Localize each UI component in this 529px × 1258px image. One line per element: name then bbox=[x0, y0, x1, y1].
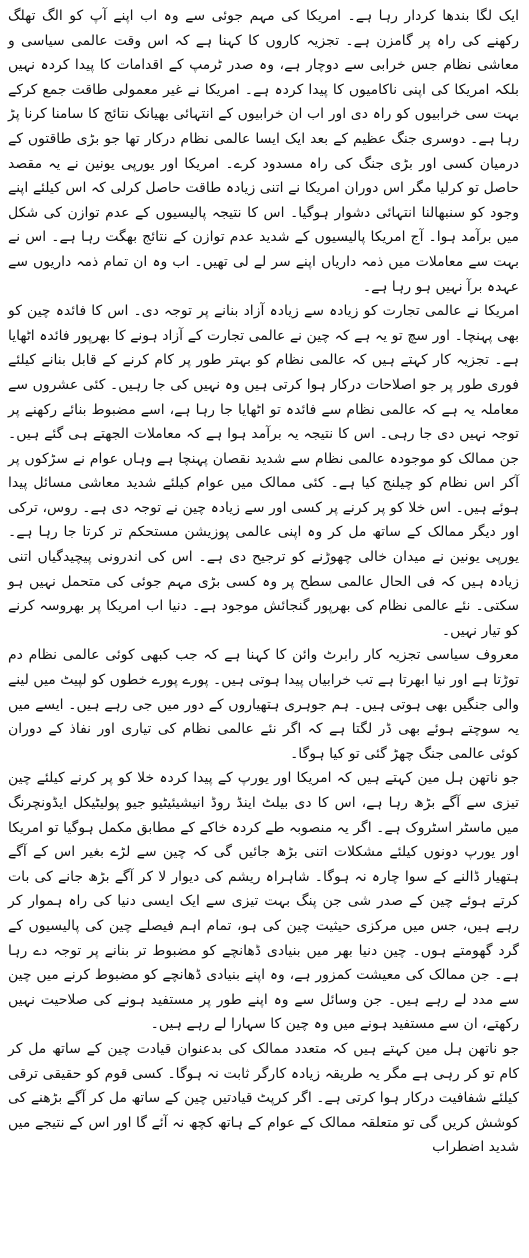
article-paragraph: معروف سیاسی تجزیہ کار رابرٹ وائن کا کہنا ہے کہ جب کبھی کوئی عالمی نظام دم توڑتا ہے اور نیا ابھرتا ہے تب خرابیاں پیدا ہوتی ہیں۔ پورے پورے خطوں کو لپیٹ میں لینے والی جنگیں بھی ہوتی ہیں۔ ہم جوہری ہتھیاروں کے دور میں جی رہے ہیں۔ ایسے میں یہ سوچتے ہوئے بھی ڈر لگتا ہے کہ اگر نئے عالمی نظام کی تیاری اور نفاذ کے دوران کوئی عالمی جنگ چھڑ گئی تو کیا ہوگا۔ bbox=[8, 647, 519, 762]
article-paragraph: جو ناتھن ہل مین کہتے ہیں کہ امریکا اور یورپ کے پیدا کردہ خلا کو پر کرنے کیلئے چین تیزی سے آگے بڑھ رہا ہے، اس کا دی بیلٹ اینڈ روڈ انیشیئیٹیو جیو پولیٹیکل ایڈونچرنگ میں ماسٹر اسٹروک ہے۔ اگر یہ منصوبہ طے کردہ خاکے کے مطابق مکمل ہوگیا تو امریکا اور یورپ دونوں کیلئے مشکلات اتنی بڑھ جائیں گی کہ چین سے لڑے بغیر اس کے آگے ہتھیار ڈالنے کے سوا چارہ نہ ہوگا۔ شاہراہ ریشم کی دیوار لا کر آگے بڑھ جانے کی بات کرتے ہوئے چین کے صدر شی جن پنگ بہت تیزی سے ایک ایسی دنیا کی راہ ہموار کر رہے ہیں، جس میں مرکزی حیثیت چین کی ہو، تمام اہم فیصلے چین کی پالیسیوں کے گرد گھومتے ہوں۔ چین دنیا بھر میں بنیادی ڈھانچے کو مضبوط تر بنانے پر توجہ دے رہا ہے۔ جن ممالک کی معیشت کمزور ہے، وہ اپنے بنیادی ڈھانچے کو مضبوط کرنے میں چین سے مدد لے رہے ہیں۔ جن وسائل سے وہ اپنے طور پر مستفید ہونے کی صلاحیت نہیں رکھتے، ان سے مستفید ہونے میں وہ چین کا سہارا لے رہے ہیں۔ bbox=[8, 770, 520, 1033]
article-paragraph: ایک لگا بندھا کردار رہا ہے۔ امریکا کی مہم جوئی سے وہ اب اپنے آپ کو الگ تھلگ رکھنے کی راہ پر گامزن ہے۔ تجزیہ کاروں کا کہنا ہے کہ اس وقت عالمی سیاسی و معاشی نظام جس خرابی سے دوچار ہے، وہ صدر ٹرمپ کے اقدامات کا پیدا کردہ نہیں بلکہ امریکا کی اپنی ناکامیوں کا پیدا کردہ ہے۔ امریکا نے غیر معمولی طاقت جمع کرکے بہت سی خرابیوں کو راہ دی اور اب ان خرابیوں کے انتہائی بھیانک نتائج کا سامنا کرنا پڑ رہا ہے۔ دوسری جنگ عظیم کے بعد ایک ایسا عالمی نظام درکار تھا جو بڑی طاقتوں کے درمیان کسی اور بڑی جنگ کی راہ مسدود کرے۔ امریکا اور یورپی یونین نے یہ مقصد حاصل تو کرلیا مگر اس دوران امریکا نے اتنی زیادہ طاقت حاصل کرلی کہ اس کیلئے اپنے وجود کو سنبھالنا انتہائی دشوار ہوگیا۔ اس کا نتیجہ پالیسیوں کے عدم توازن کی شکل میں برآمد ہوا۔ آج امریکا پالیسیوں کے شدید عدم توازن کے نتائج بھگت رہا ہے۔ اس نے بہت سے معاملات میں ذمہ داریاں اپنے سر لے لی تھیں۔ اب وہ ان تمام ذمہ داریوں سے عہدہ برآ نہیں ہو رہا ہے۔ bbox=[8, 8, 519, 295]
article-paragraph: جو ناتھن ہل مین کہتے ہیں کہ متعدد ممالک کی بدعنوان قیادت چین کے ساتھ مل کر کام تو کر رہی ہے مگر یہ طریقہ زیادہ کارگر ثابت نہ ہوگا۔ کسی قوم کو حقیقی ترقی کیلئے شفافیت درکار ہوا کرتی ہے۔ اگر کرپٹ قیادتیں چین کے ساتھ مل کر آگے بڑھنے کی کوشش کریں گی تو متعلقہ ممالک کے عوام کے ہاتھ کچھ نہ آئے گا اور اس کے نتیجے میں شدید اضطراب bbox=[8, 1040, 519, 1156]
article-paragraph: امریکا نے عالمی تجارت کو زیادہ سے زیادہ آزاد بنانے پر توجہ دی۔ اس کا فائدہ چین کو بھی پہنچا۔ اور سچ تو یہ ہے کہ چین نے عالمی تجارت کے آزاد ہونے کا بھرپور فائدہ اٹھایا ہے۔ تجزیہ کار کہتے ہیں کہ عالمی نظام کو بہتر طور پر کام کرنے کے قابل بنانے کیلئے فوری طور پر جو اصلاحات درکار ہوا کرتی ہیں وہ نہیں کی جا رہیں۔ کئی عشروں سے معاملہ یہ ہے کہ عالمی نظام سے فائدہ تو اٹھایا جا رہا ہے، اسے مضبوط بنائے رکھنے پر توجہ نہیں دی جا رہی۔ اس کا نتیجہ یہ برآمد ہوا ہے کہ معاملات الجھتے ہی گئے ہیں۔ جن ممالک کو موجودہ عالمی نظام سے شدید نقصان پہنچا ہے وہاں عوام نے سڑکوں پر آکر اس نظام کو چیلنج کیا ہے۔ کئی ممالک میں عوام کیلئے شدید معاشی مسائل پیدا ہوئے ہیں۔ اس خلا کو پر کرنے پر کسی اور سے زیادہ چین نے توجہ دی ہے۔ روس، ترکی اور دیگر ممالک کے ساتھ مل کر وہ اپنی عالمی پوزیشن مستحکم تر کرتا جا رہا ہے۔ یورپی یونین نے میدان خالی چھوڑنے کو ترجیح دی ہے۔ اس کی اندرونی پیچیدگیاں اتنی زیادہ ہیں کہ فی الحال عالمی سطح پر وہ کسی بڑی مہم جوئی کی متحمل نہیں ہو سکتی۔ نئے عالمی نظام کی بھرپور گنجائش موجود ہے۔ دنیا اب امریکا پر بھروسہ کرنے کو تیار نہیں۔ bbox=[8, 303, 519, 639]
